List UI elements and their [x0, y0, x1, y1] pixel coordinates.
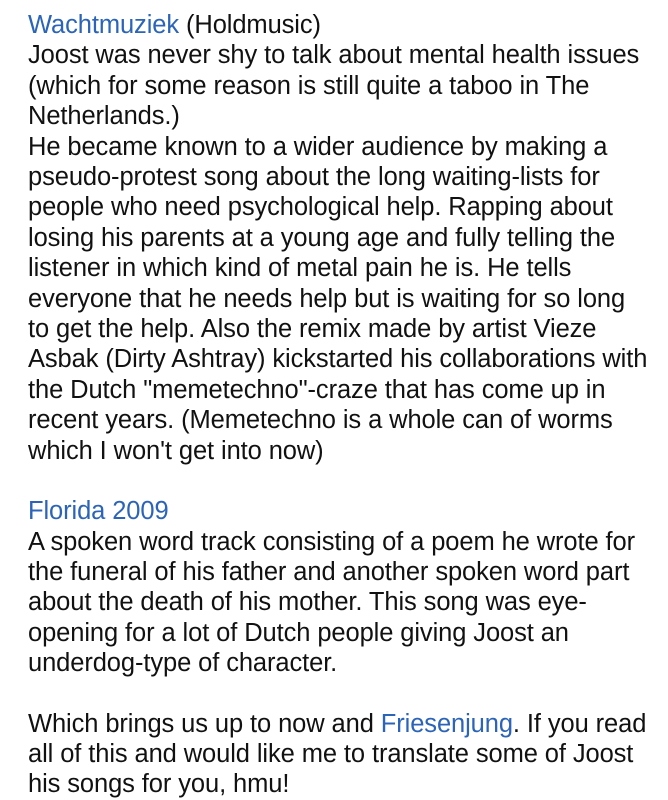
closing-section	[28, 709, 648, 800]
song-link-friesenjung[interactable]: Friesenjung	[380, 709, 513, 738]
song-link-florida-2009[interactable]: Florida 2009	[28, 497, 169, 526]
closing-text-after: . If you read all of this and would like me to translate some of Joost his songs for you, hmu!	[28, 709, 647, 799]
section-title	[28, 10, 648, 40]
paragraph: He became known to a wider audience by making a pseudo-protest song about the long waiting-lists for people who need psychological help. Rapping about losing his parents at a young age and fully telling the listener in which kind of metal pain he is. He tells everyone that he needs help but is waiting for so long to get the help. Also the remix made by artist Vieze Asbak (Dirty Ashtray) kickstarted his collaborations with the Dutch "memetechno"-craze that has come up in recent years. (Memetechno is a whole can of worms which I won't get into now)	[28, 132, 648, 465]
closing-paragraph	[28, 709, 648, 800]
post-body	[28, 10, 648, 800]
section-title-suffix: (Holdmusic)	[179, 11, 321, 39]
section-wachtmuziek	[28, 10, 648, 466]
closing-text-before: Which brings us up to now and	[28, 709, 381, 738]
paragraph: Joost was never shy to talk about mental health issues (which for some reason is still quite a taboo in The Netherlands.)	[28, 41, 640, 131]
song-link-wachtmuziek[interactable]: Wachtmuziek	[28, 11, 179, 39]
section-florida-2009	[28, 496, 648, 678]
paragraph: A spoken word track consisting of a poem he wrote for the funeral of his father and another spoken word part about the death of his mother. This song was eye-opening for a lot of Dutch people giving Joost an underdog-type of character.	[28, 527, 636, 678]
section-title	[28, 496, 648, 526]
